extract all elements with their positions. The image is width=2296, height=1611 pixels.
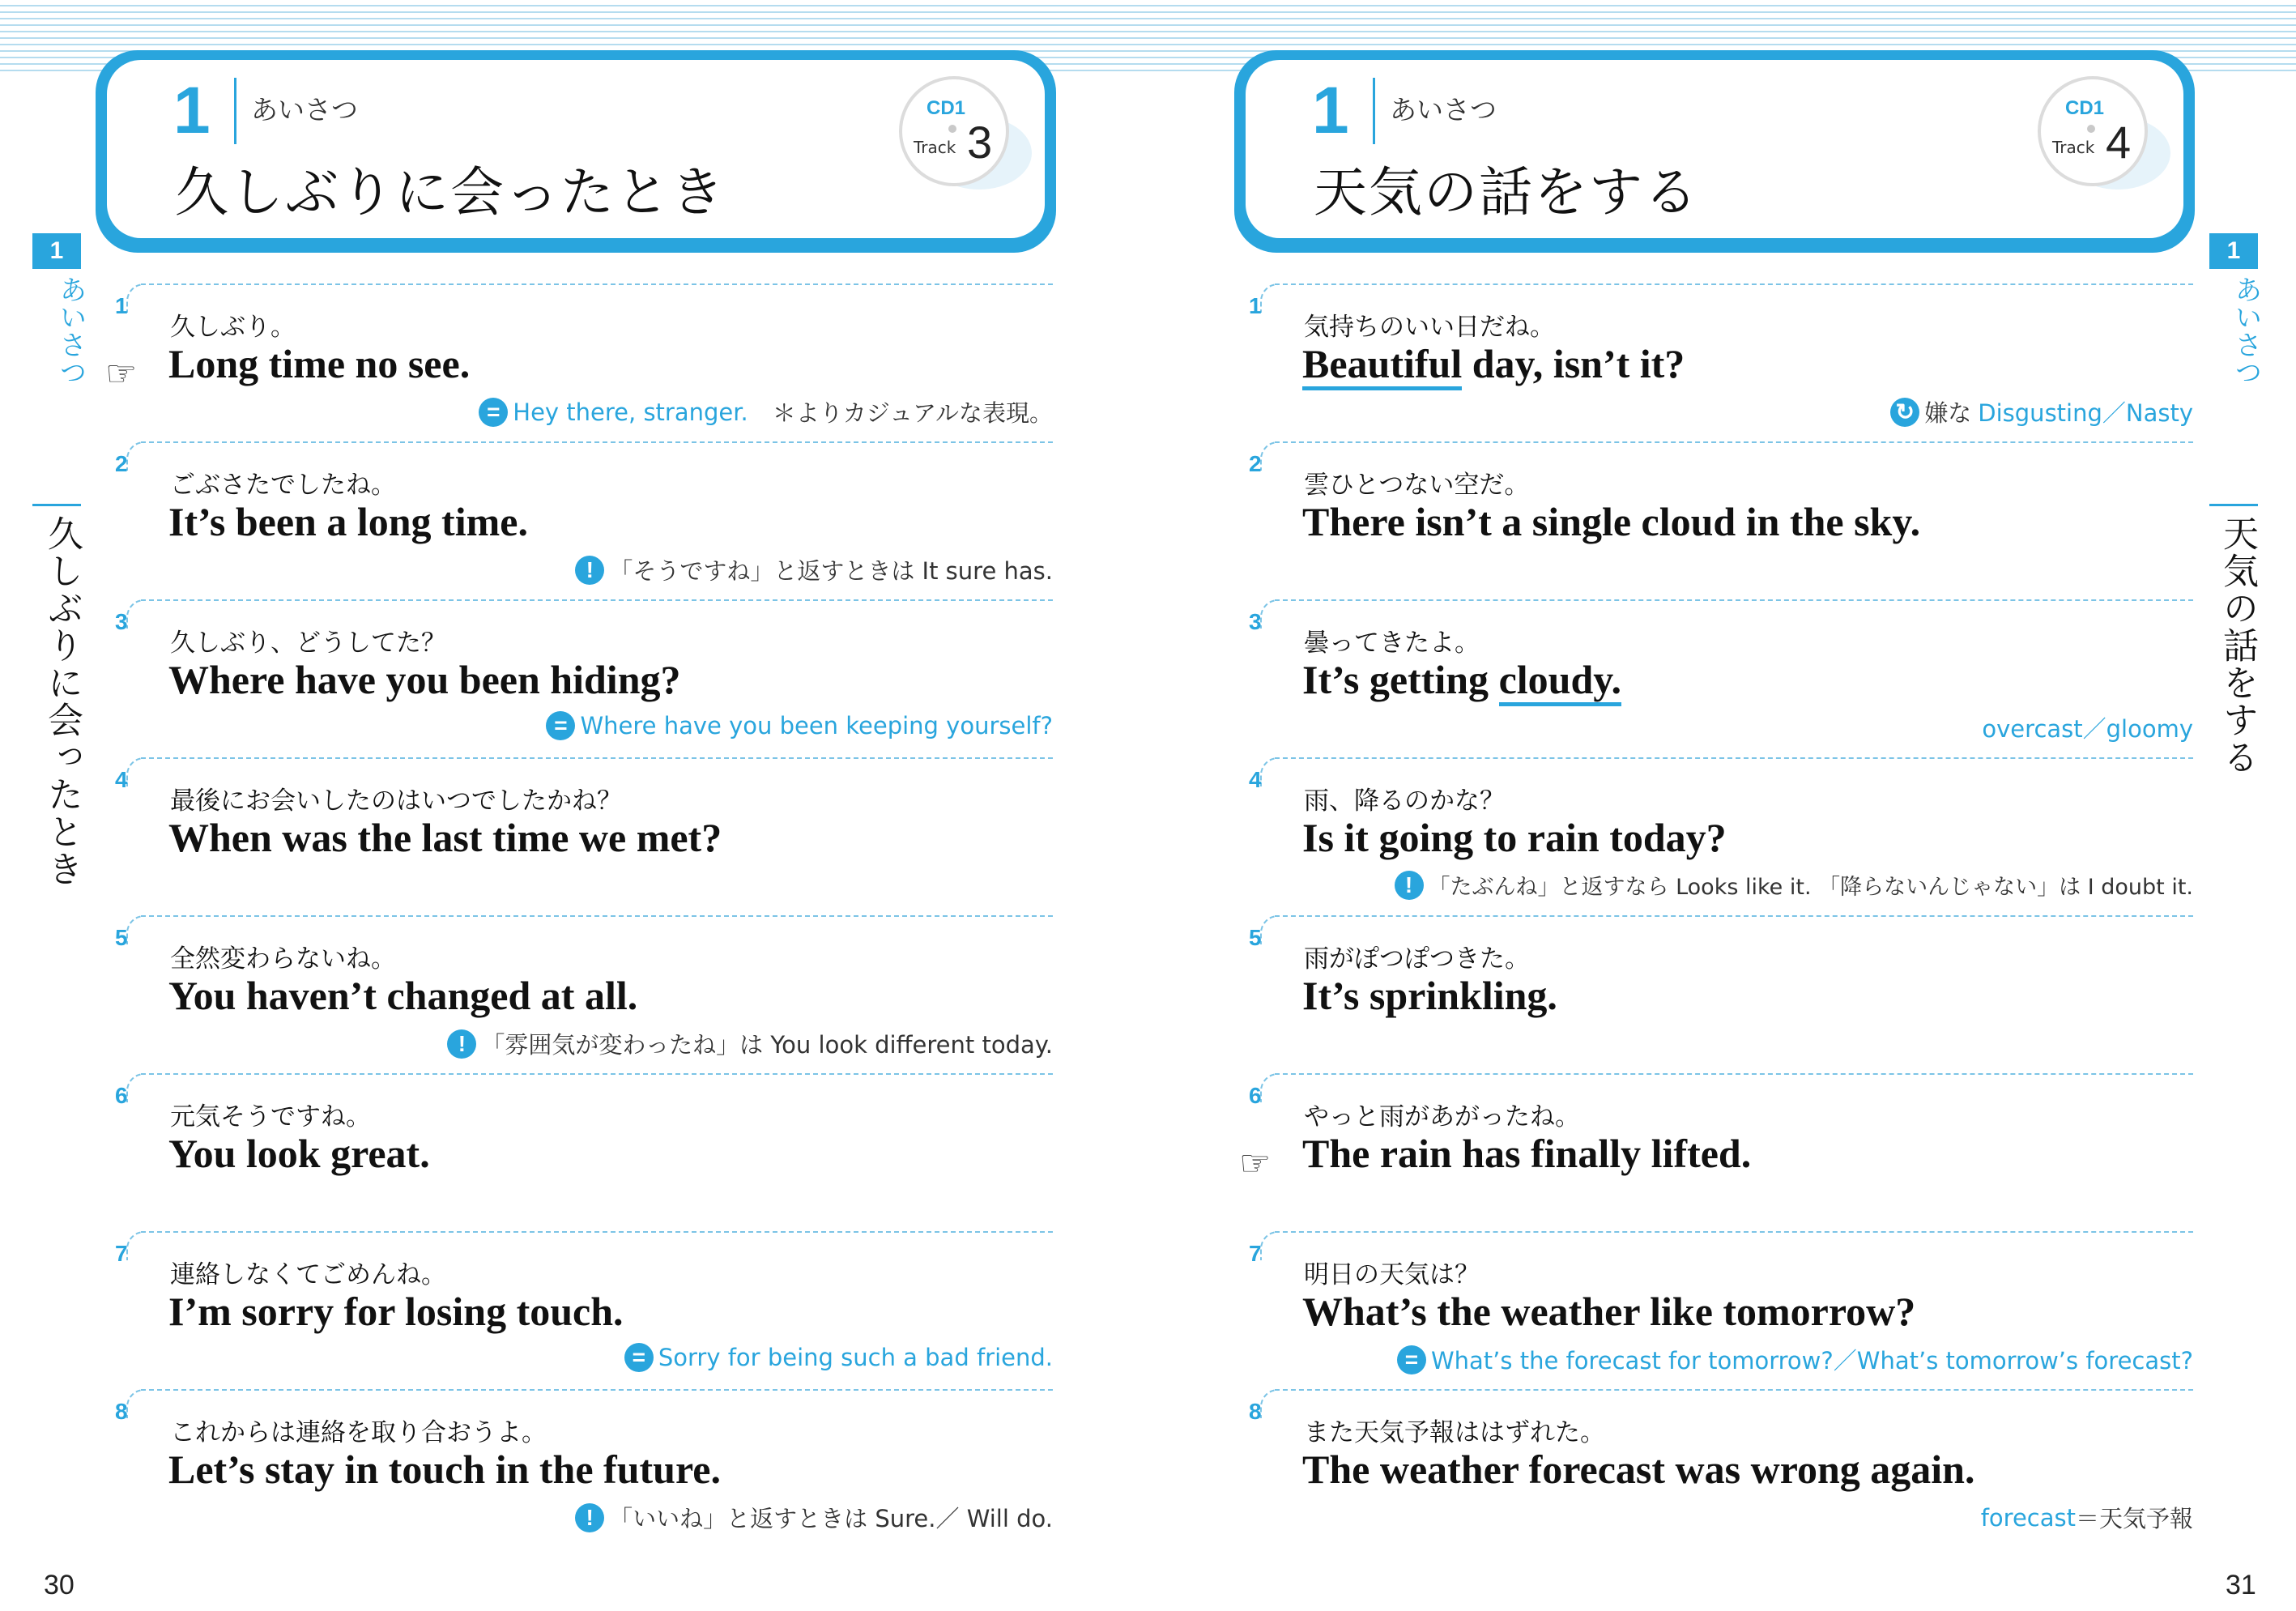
cd-icon [2087, 125, 2095, 133]
note-text: 「たぶんね」と返すなら Looks like it. 「降らないんじゃない」は I doubt it. [1428, 875, 2193, 900]
side-section-number: 1 [2209, 233, 2258, 269]
phrase-english: Beautiful day, isn’t it? [1302, 340, 1685, 387]
side-divider [2209, 504, 2258, 506]
equals-icon: = [546, 711, 575, 740]
phrase-number: 8 [115, 1399, 128, 1424]
phrase-item [1239, 283, 2193, 441]
phrase-item [105, 757, 1053, 915]
phrase-item [105, 283, 1053, 441]
note-text: forecast [1980, 1503, 2076, 1532]
phrase-note [447, 1027, 1053, 1060]
phrase-item [105, 1073, 1053, 1231]
phrase-number: 3 [1249, 609, 1262, 634]
phrase-item [105, 441, 1053, 599]
section-title: 久しぶりに会ったとき [175, 161, 726, 224]
note-extra: ＊よりカジュアルな表現。 [772, 399, 1053, 427]
phrase-english: Long time no see. [168, 341, 471, 386]
phrase-note [546, 711, 1053, 740]
phrase-japanese: やっと雨があがったね。 [1304, 1102, 1580, 1132]
cd-track-badge [2038, 76, 2148, 186]
underlined-word: cloudy. [1499, 657, 1621, 706]
phrase-item [1239, 441, 2193, 599]
phrase-japanese: 雨がぽつぽつきた。 [1304, 944, 1530, 974]
phrase-note [575, 553, 1053, 586]
phrase-english: What’s the weather like tomorrow? [1302, 1289, 1916, 1334]
phrase-english: You look great. [168, 1131, 430, 1176]
underlined-word: Beautiful [1302, 341, 1462, 390]
phrase-english: Where have you been hiding? [168, 657, 681, 702]
track-number: 4 [2106, 117, 2132, 168]
phrase-english: Let’s stay in touch in the future. [168, 1447, 721, 1492]
phrase-japanese: 元気そうですね。 [170, 1102, 371, 1132]
cd-label: CD1 [926, 97, 966, 119]
phrase-number: 6 [1249, 1083, 1262, 1108]
phrase-english: When was the last time we met? [168, 815, 722, 860]
note-text: 「雰囲気が変わったね」は You look different today. [481, 1031, 1053, 1059]
phrase-japanese: 雲ひとつない空だ。 [1304, 471, 1530, 500]
section-category: あいさつ [251, 94, 358, 126]
phrase-item [105, 1389, 1053, 1547]
phrase-number: 5 [1249, 925, 1262, 950]
phrase-item [1239, 599, 2193, 757]
phrase-item [1239, 757, 2193, 915]
track-label: Track [914, 138, 956, 157]
section-divider [1373, 78, 1375, 144]
phrase-japanese: 久しぶり、どうしてた？ [170, 629, 446, 658]
note-text: Where have you been keeping yourself? [580, 712, 1053, 739]
section-category: あいさつ [1390, 94, 1497, 126]
phrase-english: The weather forecast was wrong again. [1302, 1447, 1975, 1492]
side-category: あいさつ [54, 275, 87, 386]
phrase-note [1890, 395, 2193, 428]
note-text: overcast／gloomy [1982, 715, 2193, 743]
phrase-number: 4 [115, 767, 128, 792]
cd-icon [948, 125, 956, 133]
phrase-note [624, 1343, 1053, 1372]
note-text: Disgusting／Nasty [1978, 399, 2193, 427]
phrase-japanese: 最後にお会いしたのはいつでしたかね？ [170, 786, 622, 816]
phrase-item [1239, 1073, 2193, 1231]
track-number: 3 [967, 117, 993, 168]
section-header [1234, 50, 2195, 253]
phrase-note [575, 1501, 1053, 1534]
phrase-item [1239, 915, 2193, 1073]
exclamation-icon: ! [447, 1029, 476, 1059]
phrase-number: 3 [115, 609, 128, 634]
section-divider [234, 78, 236, 144]
note-text: What’s the forecast for tomorrow?／What’s tomorrow’s forecast? [1430, 1347, 2193, 1374]
phrase-english: It’s sprinkling. [1302, 973, 1557, 1018]
right-page [1148, 0, 2296, 1611]
phrase-japanese: 久しぶり。 [170, 313, 296, 342]
phrase-number: 2 [1249, 451, 1262, 476]
phrase-english: It’s been a long time. [168, 499, 528, 544]
phrase-english: The rain has finally lifted. [1302, 1131, 1752, 1176]
phrase-japanese: 曇ってきたよ。 [1304, 629, 1480, 658]
phrase-note [1395, 869, 2193, 901]
phrase-english: There isn’t a single cloud in the sky. [1302, 499, 1921, 544]
phrase-number: 4 [1249, 767, 1262, 792]
exclamation-icon: ! [575, 556, 604, 585]
phrase-number: 7 [1249, 1241, 1262, 1266]
side-category: あいさつ [2230, 275, 2262, 386]
phrase-japanese: 連絡しなくてごめんね。 [170, 1260, 446, 1289]
phrase-japanese: 全然変わらないね。 [170, 944, 396, 974]
phrase-number: 8 [1249, 1399, 1262, 1424]
section-title: 天気の話をする [1314, 161, 1699, 224]
phrase-english: It’s getting cloudy. [1302, 656, 1621, 703]
cd-label: CD1 [2065, 97, 2105, 119]
exclamation-icon: ! [575, 1503, 604, 1532]
phrase-number: 1 [1249, 293, 1262, 318]
note-suffix: ＝天気予報 [2075, 1505, 2193, 1532]
phrase-item [105, 599, 1053, 757]
section-header [96, 50, 1056, 253]
phrase-japanese: 気持ちのいい日だね。 [1304, 313, 1555, 342]
side-title: 天気の話をする [2217, 515, 2258, 776]
phrase-item [105, 1231, 1053, 1389]
phrase-number: 2 [115, 451, 128, 476]
phrase-english: Is it going to rain today? [1302, 815, 1727, 860]
note-text: 「いいね」と返すときは Sure.／ Will do. [609, 1505, 1053, 1532]
cd-track-badge [899, 76, 1009, 186]
note-text: Hey there, stranger. [513, 398, 748, 426]
pointing-hand-icon: ☞ [1239, 1143, 1272, 1184]
note-text: Sorry for being such a bad friend. [658, 1344, 1053, 1371]
section-number: 1 [1312, 74, 1349, 147]
phrase-item [1239, 1231, 2193, 1389]
side-title: 久しぶりに会ったとき [41, 515, 83, 888]
phrase-number: 7 [115, 1241, 128, 1266]
phrase-number: 1 [115, 293, 128, 318]
note-text: 「そうですね」と返すときは It sure has. [609, 557, 1053, 585]
phrase-english: I’m sorry for losing touch. [168, 1289, 624, 1334]
phrase-japanese: 雨、降るのかな？ [1304, 786, 1505, 816]
antonym-arrow-icon: ↻ [1890, 398, 1919, 427]
phrase-note [1982, 711, 2193, 744]
note-prefix: 嫌な [1924, 399, 1972, 427]
equals-icon: = [624, 1343, 654, 1372]
pointing-hand-icon: ☞ [105, 353, 138, 394]
phrase-number: 6 [115, 1083, 128, 1108]
exclamation-icon: ! [1395, 871, 1424, 900]
phrase-note [1397, 1343, 2193, 1376]
track-label: Track [2052, 138, 2095, 157]
phrase-item [105, 915, 1053, 1073]
side-divider [32, 504, 81, 506]
phrase-note [1981, 1501, 2193, 1534]
phrase-japanese: また天気予報ははずれた。 [1304, 1418, 1605, 1447]
phrase-note [479, 395, 1053, 428]
phrase-number: 5 [115, 925, 128, 950]
page-number: 30 [44, 1570, 75, 1600]
equals-icon: = [1397, 1345, 1426, 1374]
phrase-japanese: これからは連絡を取り合おうよ。 [170, 1418, 547, 1447]
phrase-item [1239, 1389, 2193, 1547]
page-number: 31 [2226, 1570, 2256, 1600]
equals-icon: = [479, 398, 508, 427]
phrase-japanese: ごぶさたでしたね。 [170, 471, 396, 500]
section-number: 1 [173, 74, 211, 147]
side-section-number: 1 [32, 233, 81, 269]
phrase-english: You haven’t changed at all. [168, 973, 638, 1018]
phrase-japanese: 明日の天気は？ [1304, 1260, 1480, 1289]
